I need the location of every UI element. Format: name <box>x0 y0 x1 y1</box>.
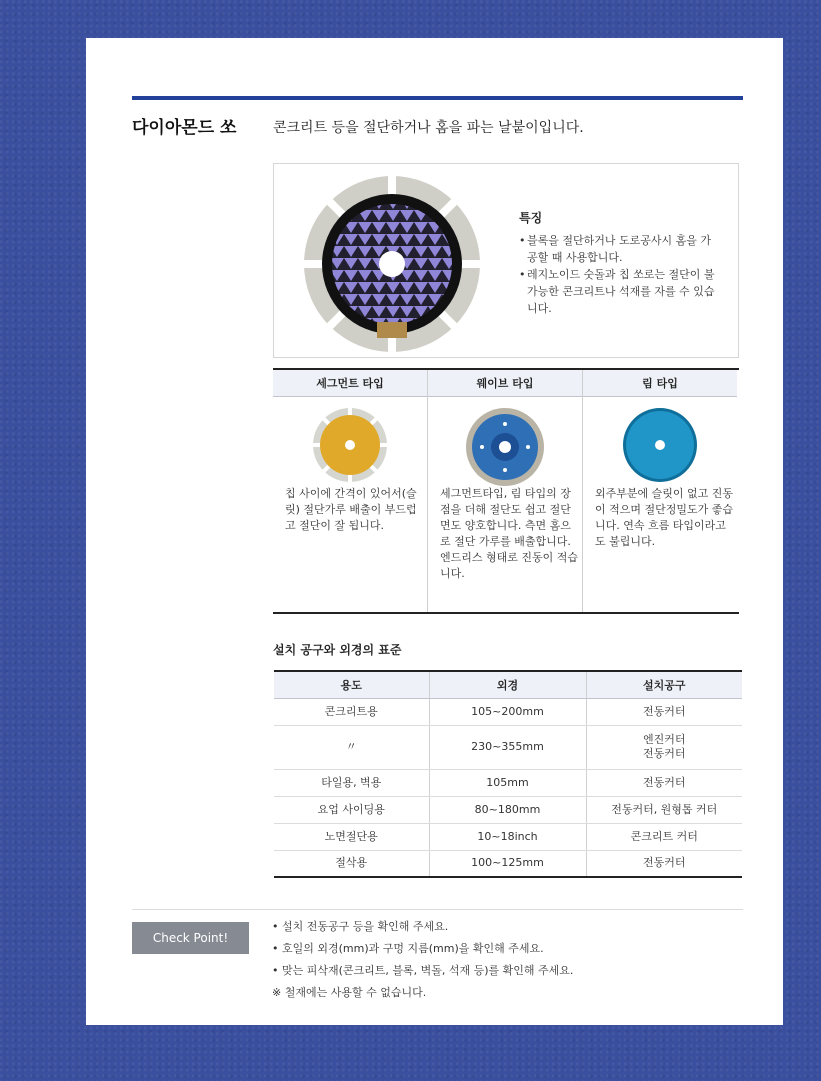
spec-use: 요업 사이딩용 <box>274 796 429 823</box>
type-column-wave <box>428 370 583 612</box>
check-point-item: • 호일의 외경(mm)과 구멍 지름(mm)을 확인해 주세요. <box>272 942 544 955</box>
type-header: 세그먼트 타입 <box>273 370 427 397</box>
table-row <box>274 823 742 850</box>
spec-use: 노면절단용 <box>274 823 429 850</box>
spec-header-diameter: 외경 <box>429 671 586 698</box>
type-column-segment <box>273 370 428 612</box>
spec-diameter: 105mm <box>429 769 586 796</box>
feature-bullet: • 블록을 절단하거나 도로공사시 홈을 가공할 때 사용합니다. <box>519 232 719 266</box>
diamond-blade-image <box>302 174 482 354</box>
type-header: 림 타입 <box>583 370 737 397</box>
spec-header-row <box>274 671 742 698</box>
document-page <box>86 38 783 1025</box>
feature-bullet: • 레지노이드 숫돌과 칩 쏘로는 절단이 불가능한 콘크리트나 석재를 자를 수 있습니다. <box>519 266 719 317</box>
spec-tool-line: 엔진커터 <box>642 733 686 746</box>
rim-blade-image <box>610 407 710 483</box>
table-row <box>274 698 742 725</box>
blade-types-table <box>273 368 739 614</box>
spec-tool-line: 전동커터 <box>642 747 686 760</box>
spec-tool: 전동커터 <box>586 769 742 796</box>
table-row <box>274 725 742 769</box>
type-description: 칩 사이에 간격이 있어서(슬릿) 절단가루 배출이 부드럽고 절단이 잘 됩니다. <box>285 487 417 532</box>
page-title: 다이아몬드 쏘 <box>132 118 237 138</box>
spec-tool: 전동커터, 원형톱 커터 <box>586 796 742 823</box>
feature-text <box>519 210 719 317</box>
spec-diameter: 80~180mm <box>429 796 586 823</box>
spec-use: 타일용, 벽용 <box>274 769 429 796</box>
spec-use: 〃 <box>274 725 429 769</box>
check-point-item: • 맞는 피삭재(콘크리트, 블록, 벽돌, 석재 등)를 확인해 주세요. <box>272 964 574 977</box>
page-subtitle: 콘크리트 등을 절단하거나 홈을 파는 날붙이입니다. <box>273 120 584 136</box>
spec-diameter: 10~18inch <box>429 823 586 850</box>
spec-tool: 콘크리트 커터 <box>586 823 742 850</box>
spec-diameter: 100~125mm <box>429 850 586 877</box>
table-row <box>274 769 742 796</box>
type-column-rim <box>583 370 737 612</box>
title-rule <box>132 96 743 100</box>
spec-tool: 전동커터 <box>586 698 742 725</box>
spec-use: 콘크리트용 <box>274 698 429 725</box>
table-row <box>274 796 742 823</box>
spec-header-use: 용도 <box>274 671 429 698</box>
check-point-list <box>272 916 573 1004</box>
feature-box <box>273 163 739 358</box>
type-header: 웨이브 타입 <box>428 370 582 397</box>
wave-blade-image <box>455 407 555 487</box>
check-point-item: ※ 철재에는 사용할 수 없습니다. <box>272 986 427 999</box>
segment-blade-image <box>300 407 400 483</box>
spec-tool: 전동커터 <box>642 856 686 870</box>
section-divider <box>132 909 743 910</box>
type-description: 외주부분에 슬릿이 없고 진동이 적으며 절단정밀도가 좋습니다. 연속 흐름 타입이라고도 불립니다. <box>595 487 734 548</box>
check-point-item: • 설치 전동공구 등을 확인해 주세요. <box>272 920 449 933</box>
spec-diameter: 230~355mm <box>429 725 586 769</box>
spec-section-title: 설치 공구와 외경의 표준 <box>273 643 402 657</box>
spec-use: 절삭용 <box>274 850 429 877</box>
type-description: 세그먼트타입, 림 타입의 장점을 더해 절단도 쉽고 절단면도 양호합니다. 측면 홈으로 절단 가루를 배출합니다. 엔드리스 형태로 진동이 적습니다. <box>440 487 579 580</box>
spec-diameter: 105~200mm <box>429 698 586 725</box>
spec-table <box>274 670 742 878</box>
feature-heading: 특징 <box>519 211 543 225</box>
table-row <box>274 850 742 877</box>
check-point-label: Check Point! <box>132 922 249 954</box>
spec-tool <box>586 725 742 769</box>
spec-header-tool: 설치공구 <box>586 671 742 698</box>
